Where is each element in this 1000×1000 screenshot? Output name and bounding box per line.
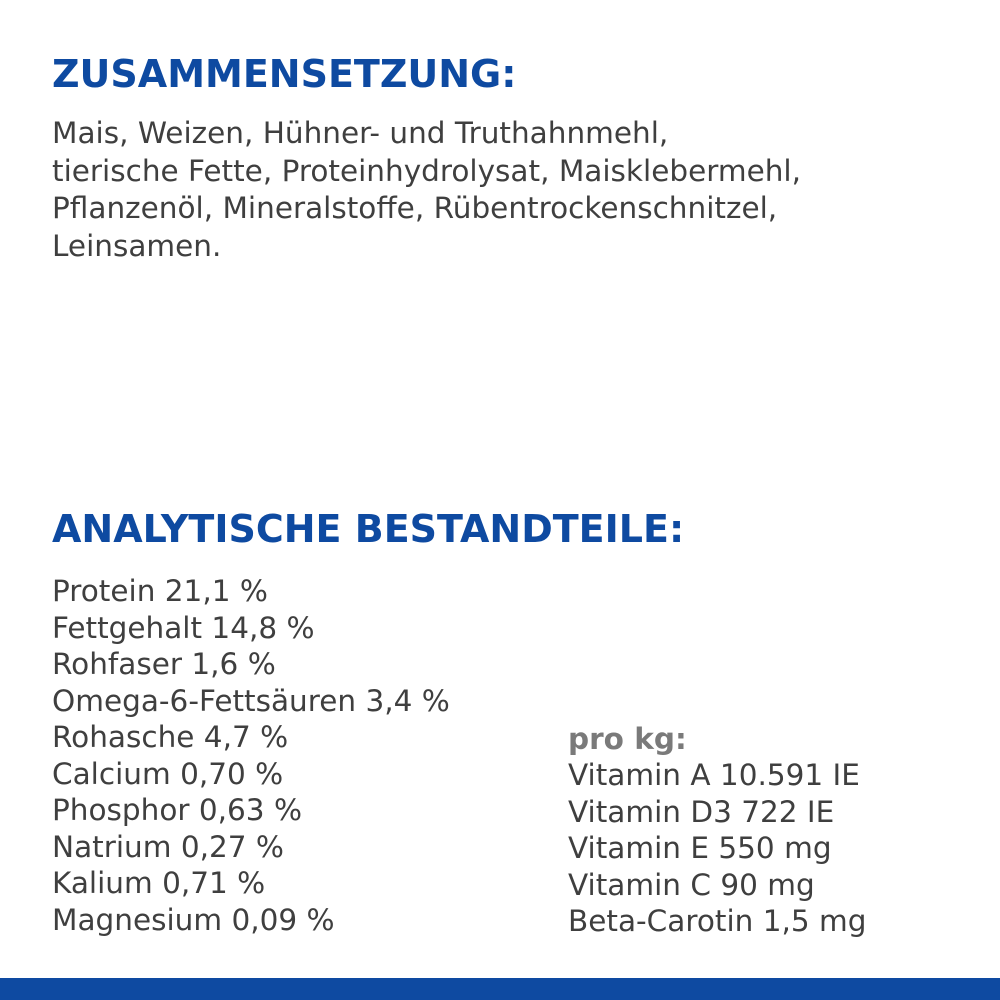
analysis-heading: ANALYTISCHE BESTANDTEILE: xyxy=(52,507,685,551)
vitamin-item-c: Vitamin C 90 mg xyxy=(568,867,815,902)
analysis-list xyxy=(52,573,450,938)
composition-text: Mais, Weizen, Hühner- und Truthahnmehl, tierische Fette, Proteinhydrolysat, Maisklebermehl, Pflanzenöl, Mineralstoffe, Rübentrockenschnitzel, Leinsamen. xyxy=(52,116,801,263)
footer-bar xyxy=(0,978,1000,1000)
analysis-item-natrium: Natrium 0,27 % xyxy=(52,829,284,864)
analysis-item-phosphor: Phosphor 0,63 % xyxy=(52,793,302,827)
analysis-item-fettgehalt: Fettgehalt 14,8 % xyxy=(52,610,315,645)
analysis-item-rohasche: Rohasche 4,7 % xyxy=(52,720,289,754)
analysis-item-rohfaser: Rohfaser 1,6 % xyxy=(52,647,276,681)
analysis-item-kalium: Kalium 0,71 % xyxy=(52,866,266,900)
analysis-item-calcium: Calcium 0,70 % xyxy=(52,756,284,791)
vitamin-item-d3: Vitamin D3 722 IE xyxy=(568,794,835,829)
analysis-item-protein: Protein 21,1 % xyxy=(52,574,268,608)
analysis-item-omega6: Omega-6-Fettsäuren 3,4 % xyxy=(52,683,450,718)
vitamin-item-beta-carotin: Beta-Carotin 1,5 mg xyxy=(568,904,867,938)
vitamin-item-e: Vitamin E 550 mg xyxy=(568,831,832,865)
vitamin-item-a: Vitamin A 10.591 IE xyxy=(568,758,860,792)
composition-heading: ZUSAMMENSETZUNG: xyxy=(52,52,517,96)
per-kg-label: pro kg: xyxy=(568,722,687,756)
analysis-item-magnesium: Magnesium 0,09 % xyxy=(52,902,335,937)
vitamin-list xyxy=(568,757,866,940)
